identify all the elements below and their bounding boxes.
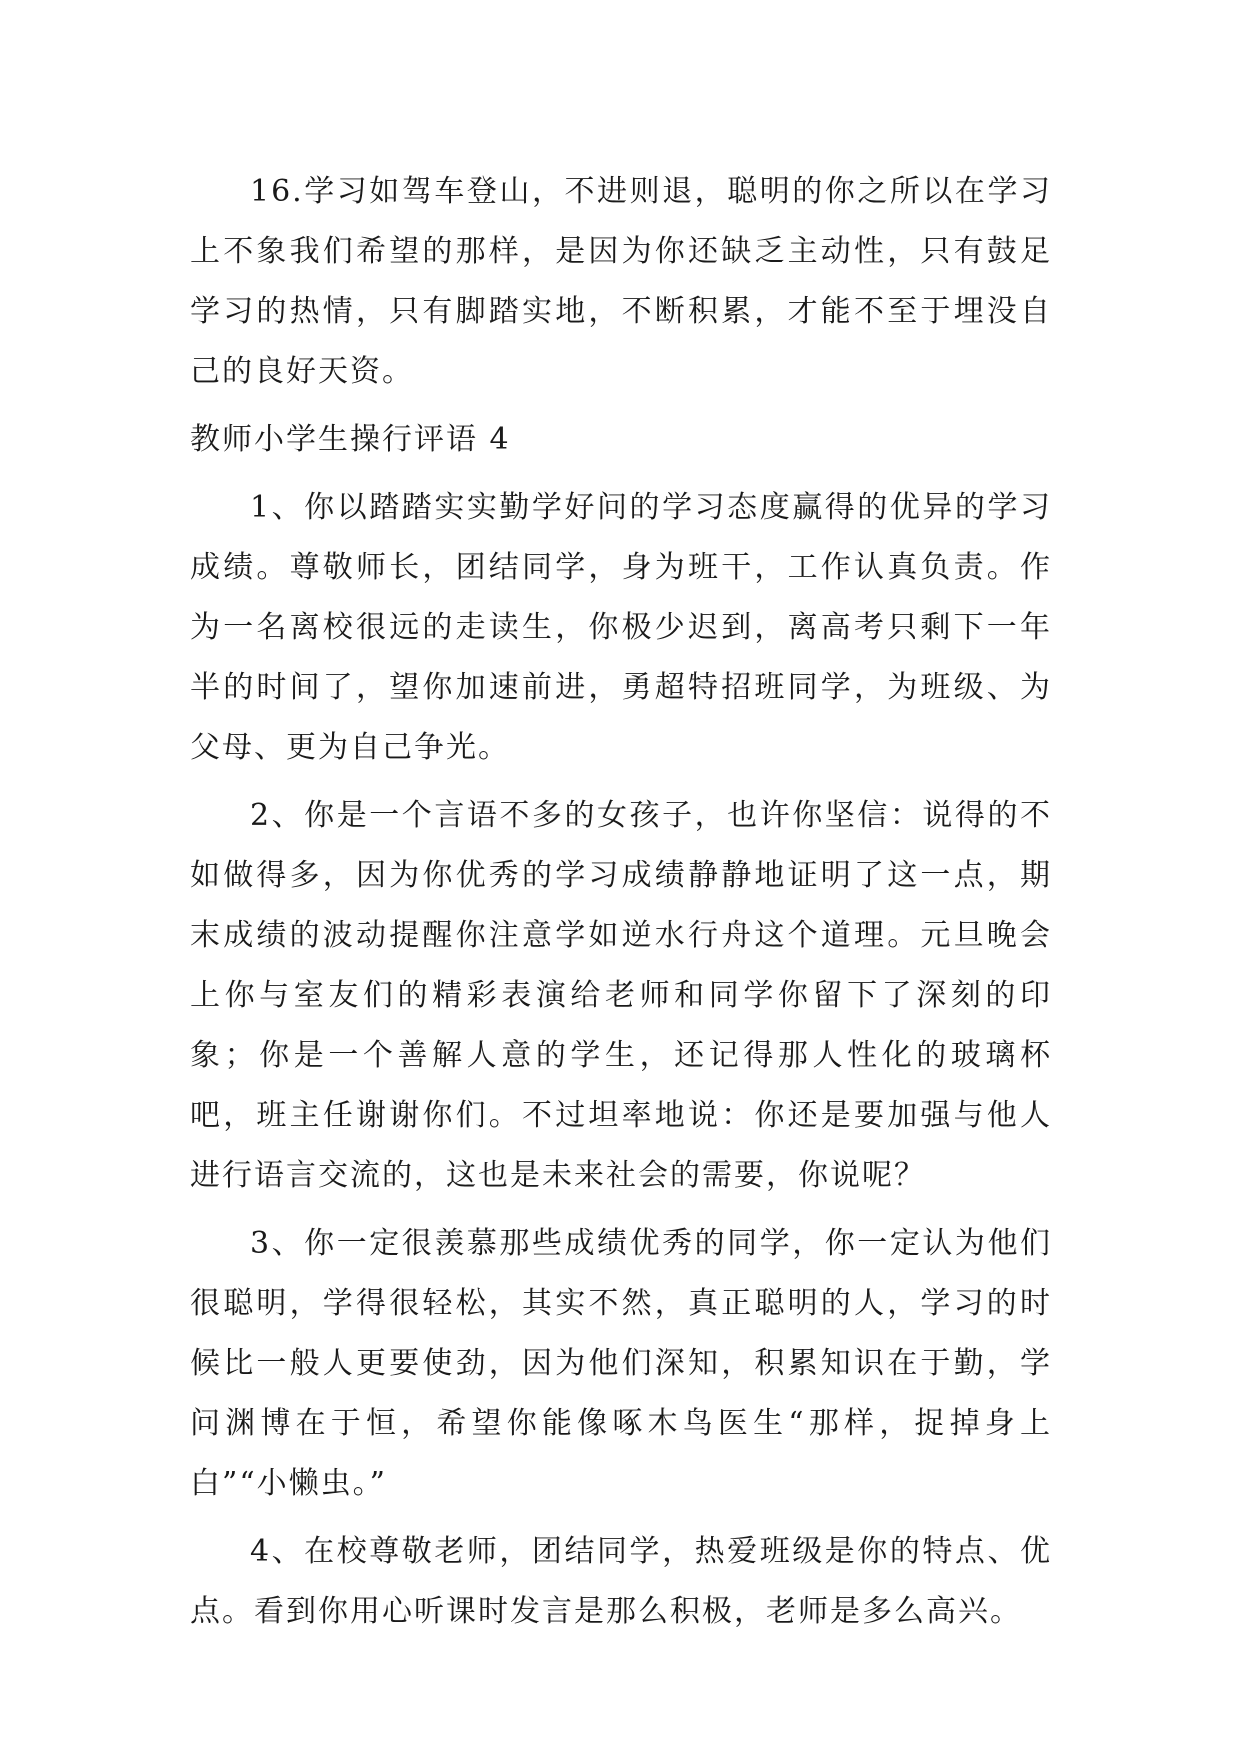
paragraph-16: 16.学习如驾车登山，不进则退，聪明的你之所以在学习上不象我们希望的那样，是因为你还缺乏主动性，只有鼓足学习的热情，只有脚踏实地，不断积累，才能不至于埋没自己的良好天资。 xyxy=(190,174,1052,389)
section-heading: 教师小学生操行评语 4 xyxy=(190,422,511,457)
paragraph-1: 1、你以踏踏实实勤学好问的学习态度赢得的优异的学习成绩。尊敬师长，团结同学，身为班干，工作认真负责。作为一名离校很远的走读生，你极少迟到，离高考只剩下一年半的时间了，望你加速前进，勇超特招班同学，为班级、为父母、更为自己争光。 xyxy=(190,490,1052,765)
paragraph-4: 4、在校尊敬老师，团结同学，热爱班级是你的特点、优点。看到你用心听课时发言是那么积极，老师是多么高兴。 xyxy=(190,1534,1052,1629)
paragraph-3: 3、你一定很羡慕那些成绩优秀的同学，你一定认为他们很聪明，学得很轻松，其实不然，真正聪明的人，学习的时候比一般人更要使劲，因为他们深知，积累知识在于勤，学问渊博在于恒，希望你能像啄木鸟医生“那样，捉掉身上白”“小懒虫。” xyxy=(190,1226,1052,1501)
document-body xyxy=(190,162,1052,1650)
paragraph-2: 2、你是一个言语不多的女孩子，也许你坚信：说得的不如做得多，因为你优秀的学习成绩静静地证明了这一点，期末成绩的波动提醒你注意学如逆水行舟这个道理。元旦晚会上你与室友们的精彩表演给老师和同学你留下了深刻的印象；你是一个善解人意的学生，还记得那人性化的玻璃杯吧，班主任谢谢你们。不过坦率地说：你还是要加强与他人进行语言交流的，这也是未来社会的需要，你说呢？ xyxy=(190,798,1052,1193)
